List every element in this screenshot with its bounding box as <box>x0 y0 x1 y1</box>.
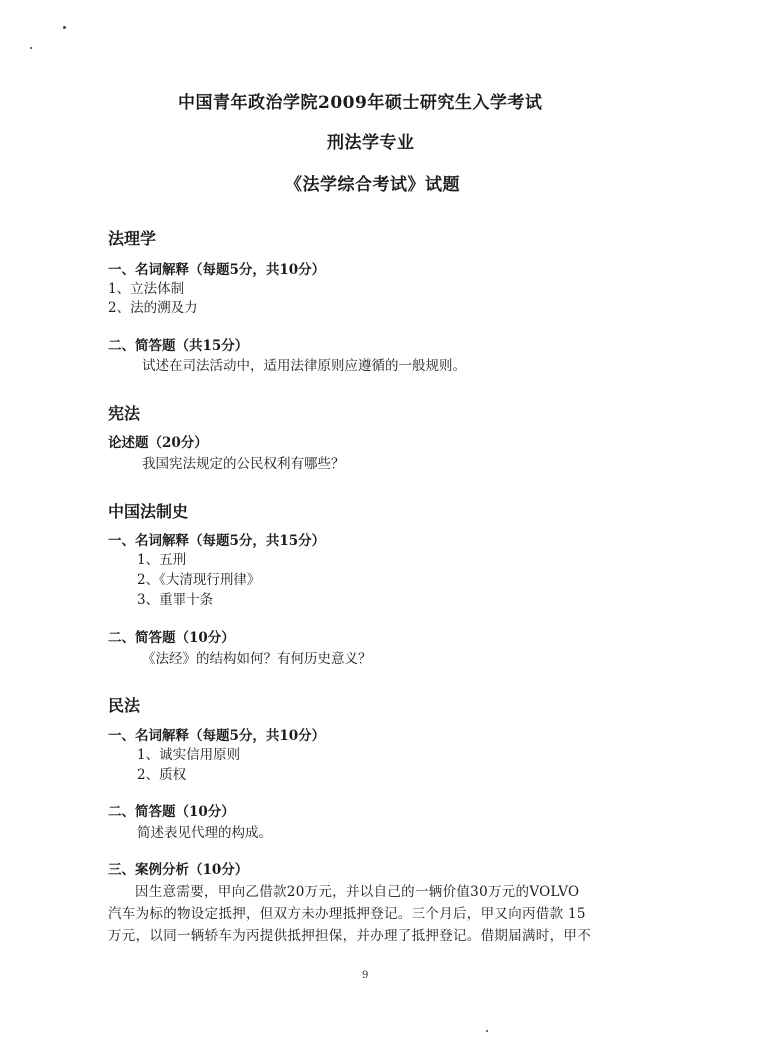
question-item: 1、诚实信用原则 <box>137 747 241 763</box>
exam-title: 中国青年政治学院2009年硕士研究生入学考试 <box>178 93 543 113</box>
section-title: 法理学 <box>108 229 157 248</box>
case-paragraph-line: 因生意需要，甲向乙借款20万元，并以自己的一辆价值30万元的VOLVO <box>135 884 580 900</box>
section-title: 民法 <box>108 696 141 715</box>
scan-speck <box>486 1030 488 1032</box>
question-item: 简述表见代理的构成。 <box>137 825 272 841</box>
exam-subject: 《法学综合考试》试题 <box>285 175 460 195</box>
question-heading: 三、案例分析（10分） <box>108 862 249 878</box>
question-heading: 二、简答题（10分） <box>108 630 235 646</box>
question-item: 2、《大清现行刑律》 <box>137 572 261 588</box>
exam-major: 刑法学专业 <box>327 133 415 153</box>
question-item: 3、重罪十条 <box>137 592 214 608</box>
case-paragraph-line: 万元，以同一辆轿车为丙提供抵押担保，并办理了抵押登记。借期届满时，甲不 <box>108 928 591 944</box>
question-item: 试述在司法活动中，适用法律原则应遵循的一般规则。 <box>142 358 466 374</box>
question-heading: 一、名词解释（每题5分，共10分） <box>108 262 326 278</box>
question-heading: 一、名词解释（每题5分，共10分） <box>108 728 326 744</box>
section-title: 宪法 <box>108 404 141 423</box>
question-heading: 二、简答题（共15分） <box>108 338 249 354</box>
scan-speck <box>63 26 66 29</box>
question-item: 我国宪法规定的公民权利有哪些？ <box>142 456 345 472</box>
question-heading: 一、名词解释（每题5分，共15分） <box>108 533 326 549</box>
question-item: 1、立法体制 <box>108 281 185 297</box>
question-heading: 论述题（20分） <box>108 435 208 451</box>
question-item: 《法经》的结构如何？有何历史意义？ <box>142 651 372 667</box>
scan-speck <box>30 47 32 49</box>
question-item: 2、法的溯及力 <box>108 300 198 316</box>
question-item: 2、质权 <box>137 767 187 783</box>
question-heading: 二、简答题（10分） <box>108 804 235 820</box>
question-item: 1、五刑 <box>137 552 187 568</box>
page-number: 9 <box>362 970 369 981</box>
case-paragraph-line: 汽车为标的物设定抵押，但双方未办理抵押登记。三个月后，甲又向丙借款 15 <box>108 906 586 922</box>
section-title: 中国法制史 <box>108 502 189 521</box>
